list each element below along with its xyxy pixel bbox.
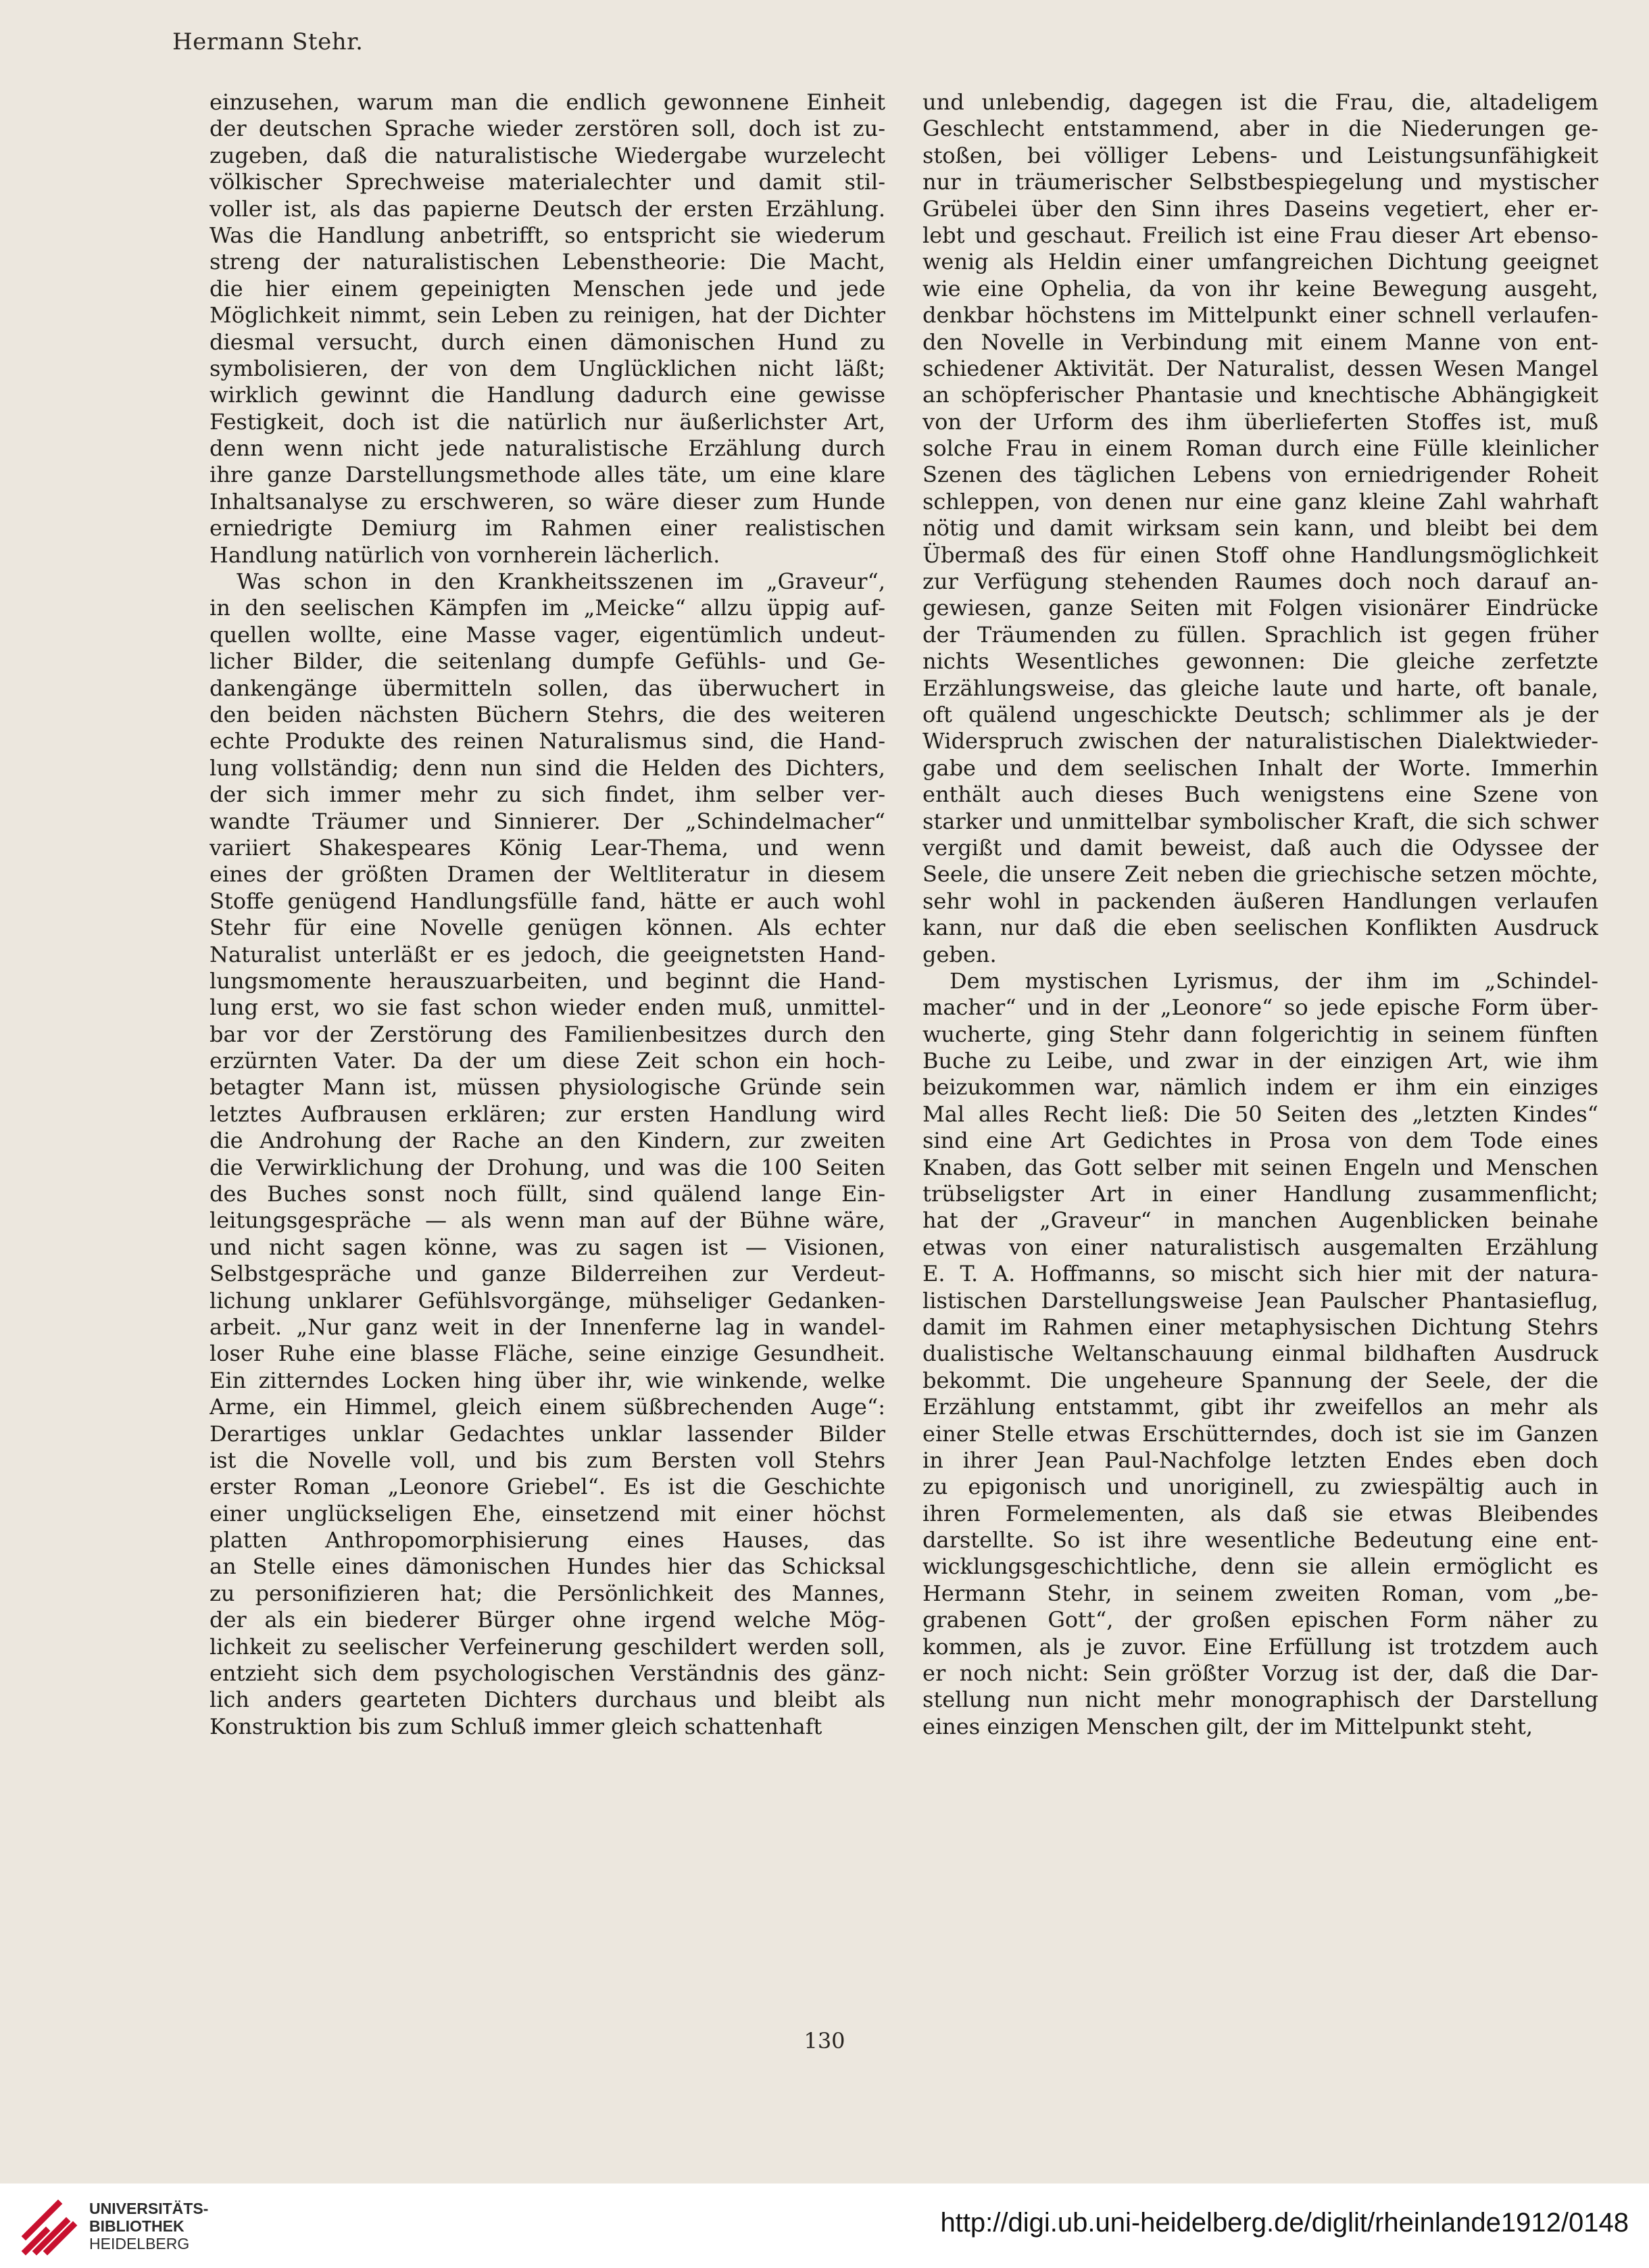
text-line: in ihrer Jean Paul-Nachfolge letzten Endes eben doch: [922, 1447, 1598, 1473]
text-line: Selbstgespräche und ganze Bilderreihen zur Verdeut-: [210, 1261, 885, 1287]
library-name: [89, 2200, 208, 2252]
text-line: nichts Wesentliches gewonnen: Die gleiche zerfetzte: [922, 648, 1598, 675]
text-line: oft quälend ungeschickte Deutsch; schlimmer als je der: [922, 701, 1598, 727]
text-column-right: [922, 89, 1598, 1740]
text-line: zu epigonisch und unoriginell, zu zwiespältig auch in: [922, 1474, 1598, 1500]
text-line: macher“ und in der „Leonore“ so jede epische Form über-: [922, 994, 1598, 1021]
text-line: geben.: [922, 941, 997, 967]
text-line: wenig als Heldin einer umfangreichen Dichtung geeignet: [922, 249, 1598, 275]
text-line: schleppen, von denen nur eine ganz kleine Zahl wahrhaft: [922, 488, 1598, 514]
text-line: Mal alles Recht ließ: Die 50 Seiten des „letzten Kindes“: [922, 1101, 1598, 1127]
text-line: Erzählung entstammt, gibt ihr zweifellos an mehr als: [922, 1394, 1598, 1420]
text-line: betagter Mann ist, müssen physiologische Gründe sein: [210, 1074, 885, 1101]
text-line: stoßen, bei völliger Lebens- und Leistungsunfähigkeit: [922, 142, 1598, 168]
text-line: Erzählungsweise, das gleiche laute und harte, oft banale,: [922, 675, 1598, 701]
text-line: in den seelischen Kämpfen im „Meicke“ allzu üppig auf-: [210, 595, 885, 621]
text-line: denn wenn nicht jede naturalistische Erzählung durch: [210, 435, 885, 462]
text-line: wirklich gewinnt die Handlung dadurch eine gewisse: [210, 382, 885, 408]
text-line: der deutschen Sprache wieder zerstören soll, doch ist zu-: [210, 116, 885, 142]
text-line: solche Frau in einem Roman durch eine Fülle kleinlicher: [922, 435, 1598, 462]
text-line: zu personifizieren hat; die Persönlichkeit des Mannes,: [210, 1580, 885, 1606]
university-library-logo-icon: [19, 2197, 80, 2258]
text-line: listischen Darstellungsweise Jean Paulscher Phantasieflug,: [922, 1287, 1598, 1313]
text-line: beizukommen war, nämlich indem er ihm ein einziges: [922, 1074, 1598, 1101]
text-line: platten Anthropomorphisierung eines Hauses, das: [210, 1527, 885, 1553]
text-line: bekommt. Die ungeheure Spannung der Seele, der die: [922, 1367, 1598, 1393]
text-line: eines der größten Dramen der Weltliteratur in diesem: [210, 861, 885, 888]
text-line: Was schon in den Krankheitsszenen im „Graveur“,: [237, 569, 885, 595]
text-line: wicklungsgeschichtliche, denn sie allein ermöglicht es: [922, 1553, 1598, 1580]
library-name-line-3: HEIDELBERG: [89, 2235, 190, 2252]
page-number: 130: [804, 2028, 845, 2054]
text-line: hat der „Graveur“ in manchen Augenblicken beinahe: [922, 1207, 1598, 1234]
text-line: schiedener Aktivität. Der Naturalist, dessen Wesen Mangel: [922, 355, 1598, 381]
text-line: arbeit. „Nur ganz weit in der Innenferne lag in wandel-: [210, 1313, 885, 1340]
text-line: völkischer Sprechweise materialechter und damit stil-: [210, 169, 885, 195]
text-line: bar vor der Zerstörung des Familienbesitzes durch den: [210, 1021, 885, 1047]
text-line: Stehr für eine Novelle genügen können. Als echter: [210, 915, 885, 941]
text-line: die hier einem gepeinigten Menschen jede und jede: [210, 275, 885, 301]
text-line: damit im Rahmen einer metaphysischen Dichtung Stehrs: [922, 1313, 1598, 1340]
text-line: wie eine Ophelia, da von ihr keine Bewegung ausgeht,: [922, 275, 1598, 301]
text-line: lichung unklarer Gefühlsvorgänge, mühseliger Gedanken-: [210, 1287, 885, 1313]
text-line: enthält auch dieses Buch wenigstens eine Szene von: [922, 781, 1598, 808]
text-line: diesmal versucht, durch einen dämonischen Hund zu: [210, 329, 885, 355]
text-line: den Novelle in Verbindung mit einem Manne von ent-: [922, 329, 1598, 355]
text-line: kommen, als je zuvor. Eine Erfüllung ist trotzdem auch: [922, 1633, 1598, 1660]
text-line: vergißt und damit beweist, daß auch die Odyssee der: [922, 834, 1598, 861]
text-line: entzieht sich dem psychologischen Verständnis des gänz-: [210, 1660, 885, 1687]
text-line: stellung nun nicht mehr monographisch der Darstellung: [922, 1687, 1598, 1713]
text-line: Was die Handlung anbetrifft, so entspricht sie wiederum: [210, 222, 885, 248]
text-line: ist die Novelle voll, und bis zum Bersten voll Stehrs: [210, 1447, 885, 1473]
text-line: Widerspruch zwischen der naturalistischen Dialektwieder-: [922, 728, 1598, 754]
text-line: echte Produkte des reinen Naturalismus sind, die Hand-: [210, 728, 885, 754]
text-line: Seele, die unsere Zeit neben die griechische setzen möchte,: [922, 861, 1598, 888]
text-line: wucherte, ging Stehr dann folgerichtig in seinem fünften: [922, 1021, 1598, 1047]
text-line: einer unglückseligen Ehe, einsetzend mit einer höchst: [210, 1500, 885, 1526]
text-line: etwas von einer naturalistisch ausgemalten Erzählung: [922, 1234, 1598, 1260]
text-line: dankengänge übermitteln sollen, das überwuchert in: [210, 675, 885, 701]
running-head: Hermann Stehr.: [172, 28, 364, 55]
text-line: E. T. A. Hoffmanns, so mischt sich hier mit der natura-: [922, 1261, 1598, 1287]
digitization-footer: [0, 2183, 1649, 2268]
text-line: Geschlecht entstammend, aber in die Niederungen ge-: [922, 116, 1598, 142]
text-line: streng der naturalistischen Lebenstheorie: Die Macht,: [210, 249, 885, 275]
text-line: eines einzigen Menschen gilt, der im Mittelpunkt steht,: [922, 1713, 1533, 1739]
text-line: quellen wollte, eine Masse vager, eigentümlich undeut-: [210, 621, 885, 648]
text-line: variiert Shakespeares König Lear-Thema, und wenn: [210, 834, 885, 861]
text-line: an schöpferischer Phantasie und knechtische Abhängigkeit: [922, 382, 1598, 408]
text-line: Derartiges unklar Gedachtes unklar lassender Bilder: [210, 1420, 885, 1447]
text-line: letztes Aufbrausen erklären; zur ersten Handlung wird: [210, 1101, 885, 1127]
text-line: lung erst, wo sie fast schon wieder enden muß, unmittel-: [210, 994, 885, 1021]
text-line: wandte Träumer und Sinnierer. Der „Schindelmacher“: [210, 808, 885, 834]
text-line: an Stelle eines dämonischen Hundes hier das Schicksal: [210, 1553, 885, 1580]
text-line: einzusehen, warum man die endlich gewonnene Einheit: [210, 89, 885, 115]
text-line: er noch nicht: Sein größter Vorzug ist der, daß die Dar-: [922, 1660, 1598, 1687]
text-line: Inhaltsanalyse zu erschweren, so wäre dieser zum Hunde: [210, 488, 885, 514]
text-line: lungsmomente herauszuarbeiten, und beginnt die Hand-: [210, 967, 885, 994]
text-line: dualistische Weltanschauung einmal bildhaften Ausdruck: [922, 1341, 1598, 1367]
text-line: der als ein biederer Bürger ohne irgend welche Mög-: [210, 1607, 885, 1633]
text-line: Übermaß des für einen Stoff ohne Handlungsmöglichkeit: [922, 541, 1598, 568]
text-line: zugeben, daß die naturalistische Wiedergabe wurzelecht: [210, 142, 885, 168]
text-line: lich anders gearteten Dichters durchaus und bleibt als: [210, 1687, 885, 1713]
text-line: erniedrigte Demiurg im Rahmen einer realistischen: [210, 515, 885, 541]
text-line: loser Ruhe eine blasse Fläche, seine einzige Gesundheit.: [210, 1341, 885, 1367]
text-line: erster Roman „Leonore Griebel“. Es ist die Geschichte: [210, 1474, 885, 1500]
text-line: darstellte. So ist ihre wesentliche Bedeutung eine ent-: [922, 1527, 1598, 1553]
text-line: die Androhung der Rache an den Kindern, zur zweiten: [210, 1128, 885, 1154]
text-line: kann, nur daß die eben seelischen Konflikten Ausdruck: [922, 915, 1598, 941]
text-line: Arme, ein Himmel, gleich einem süßbrechenden Auge“:: [210, 1394, 885, 1420]
text-line: Handlung natürlich von vornherein lächerlich.: [210, 541, 720, 568]
library-name-line-2: BIBLIOTHEK: [89, 2217, 184, 2235]
text-line: Hermann Stehr, in seinem zweiten Roman, vom „be-: [922, 1580, 1598, 1606]
text-line: Möglichkeit nimmt, sein Leben zu reinigen, hat der Dichter: [210, 302, 885, 329]
text-line: einer Stelle etwas Erschütterndes, doch ist sie im Ganzen: [922, 1420, 1598, 1447]
text-line: Grübelei über den Sinn ihres Daseins vegetiert, eher er-: [922, 195, 1598, 222]
text-line: lung vollständig; denn nun sind die Helden des Dichters,: [210, 754, 885, 781]
text-line: Festigkeit, doch ist die natürlich nur äußerlichster Art,: [210, 408, 885, 435]
text-line: ihre ganze Darstellungsmethode alles täte, um eine klare: [210, 462, 885, 488]
text-line: Buche zu Leibe, und zwar in der einzigen Art, wie ihm: [922, 1048, 1598, 1074]
text-column-left: [210, 89, 885, 1740]
text-line: die Verwirklichung der Drohung, und was die 100 Seiten: [210, 1154, 885, 1180]
text-line: denkbar höchstens im Mittelpunkt einer schnell verlaufen-: [922, 302, 1598, 329]
text-line: lichkeit zu seelischer Verfeinerung geschildert werden soll,: [210, 1633, 885, 1660]
text-line: sind eine Art Gedichtes in Prosa von dem Tode eines: [922, 1128, 1598, 1154]
text-line: den beiden nächsten Büchern Stehrs, die des weiteren: [210, 701, 885, 727]
text-line: der sich immer mehr zu sich findet, ihm selber ver-: [210, 781, 885, 808]
text-line: voller ist, als das papierne Deutsch der ersten Erzählung.: [210, 195, 885, 222]
text-line: gabe und dem seelischen Inhalt der Worte. Immerhin: [922, 754, 1598, 781]
library-name-line-1: UNIVERSITÄTS-: [89, 2200, 209, 2217]
text-line: Stoffe genügend Handlungsfülle fand, hätte er auch wohl: [210, 888, 885, 914]
text-line: nur in träumerischer Selbstbespiegelung und mystischer: [922, 169, 1598, 195]
text-line: Szenen des täglichen Lebens von erniedrigender Roheit: [922, 462, 1598, 488]
text-line: der Träumenden zu füllen. Sprachlich ist gegen früher: [922, 621, 1598, 648]
text-line: licher Bilder, die seitenlang dumpfe Gefühls- und Ge-: [210, 648, 885, 675]
text-line: zur Verfügung stehenden Raumes doch noch darauf an-: [922, 569, 1598, 595]
text-line: erzürnten Vater. Da der um diese Zeit schon ein hoch-: [210, 1048, 885, 1074]
text-line: Naturalist unterläßt er es jedoch, die geeignetsten Hand-: [210, 941, 885, 967]
text-line: ihren Formelementen, als daß sie etwas Bleibendes: [922, 1500, 1598, 1526]
text-line: und nicht sagen könne, was zu sagen ist — Visionen,: [210, 1234, 885, 1260]
text-line: starker und unmittelbar symbolischer Kraft, die sich schwer: [922, 808, 1598, 834]
text-line: und unlebendig, dagegen ist die Frau, die, altadeligem: [922, 89, 1598, 115]
text-line: Dem mystischen Lyrismus, der ihm im „Schindel-: [950, 967, 1598, 994]
text-line: sehr wohl in packenden äußeren Handlungen verlaufen: [922, 888, 1598, 914]
text-line: grabenen Gott“, der großen epischen Form näher zu: [922, 1607, 1598, 1633]
text-line: lebt und geschaut. Freilich ist eine Frau dieser Art ebenso-: [922, 222, 1598, 248]
text-line: des Buches sonst noch füllt, sind quälend lange Ein-: [210, 1181, 885, 1207]
text-line: gewiesen, ganze Seiten mit Folgen visionärer Eindrücke: [922, 595, 1598, 621]
text-line: symbolisieren, der von dem Unglücklichen nicht läßt;: [210, 355, 885, 381]
text-line: leitungsgespräche — als wenn man auf der Bühne wäre,: [210, 1207, 885, 1234]
text-line: Ein zitterndes Locken hing über ihr, wie winkende, welke: [210, 1367, 885, 1393]
text-line: Konstruktion bis zum Schluß immer gleich schattenhaft: [210, 1713, 822, 1739]
source-url-link[interactable]: http://digi.ub.uni-heidelberg.de/diglit/rheinlande1912/0148: [940, 2208, 1629, 2238]
text-line: Knaben, das Gott selber mit seinen Engeln und Menschen: [922, 1154, 1598, 1180]
text-line: von der Urform des ihm überlieferten Stoffes ist, muß: [922, 408, 1598, 435]
text-line: trübseligster Art in einer Handlung zusammenflicht;: [922, 1181, 1598, 1207]
text-line: nötig und damit wirksam sein kann, und bleibt bei dem: [922, 515, 1598, 541]
